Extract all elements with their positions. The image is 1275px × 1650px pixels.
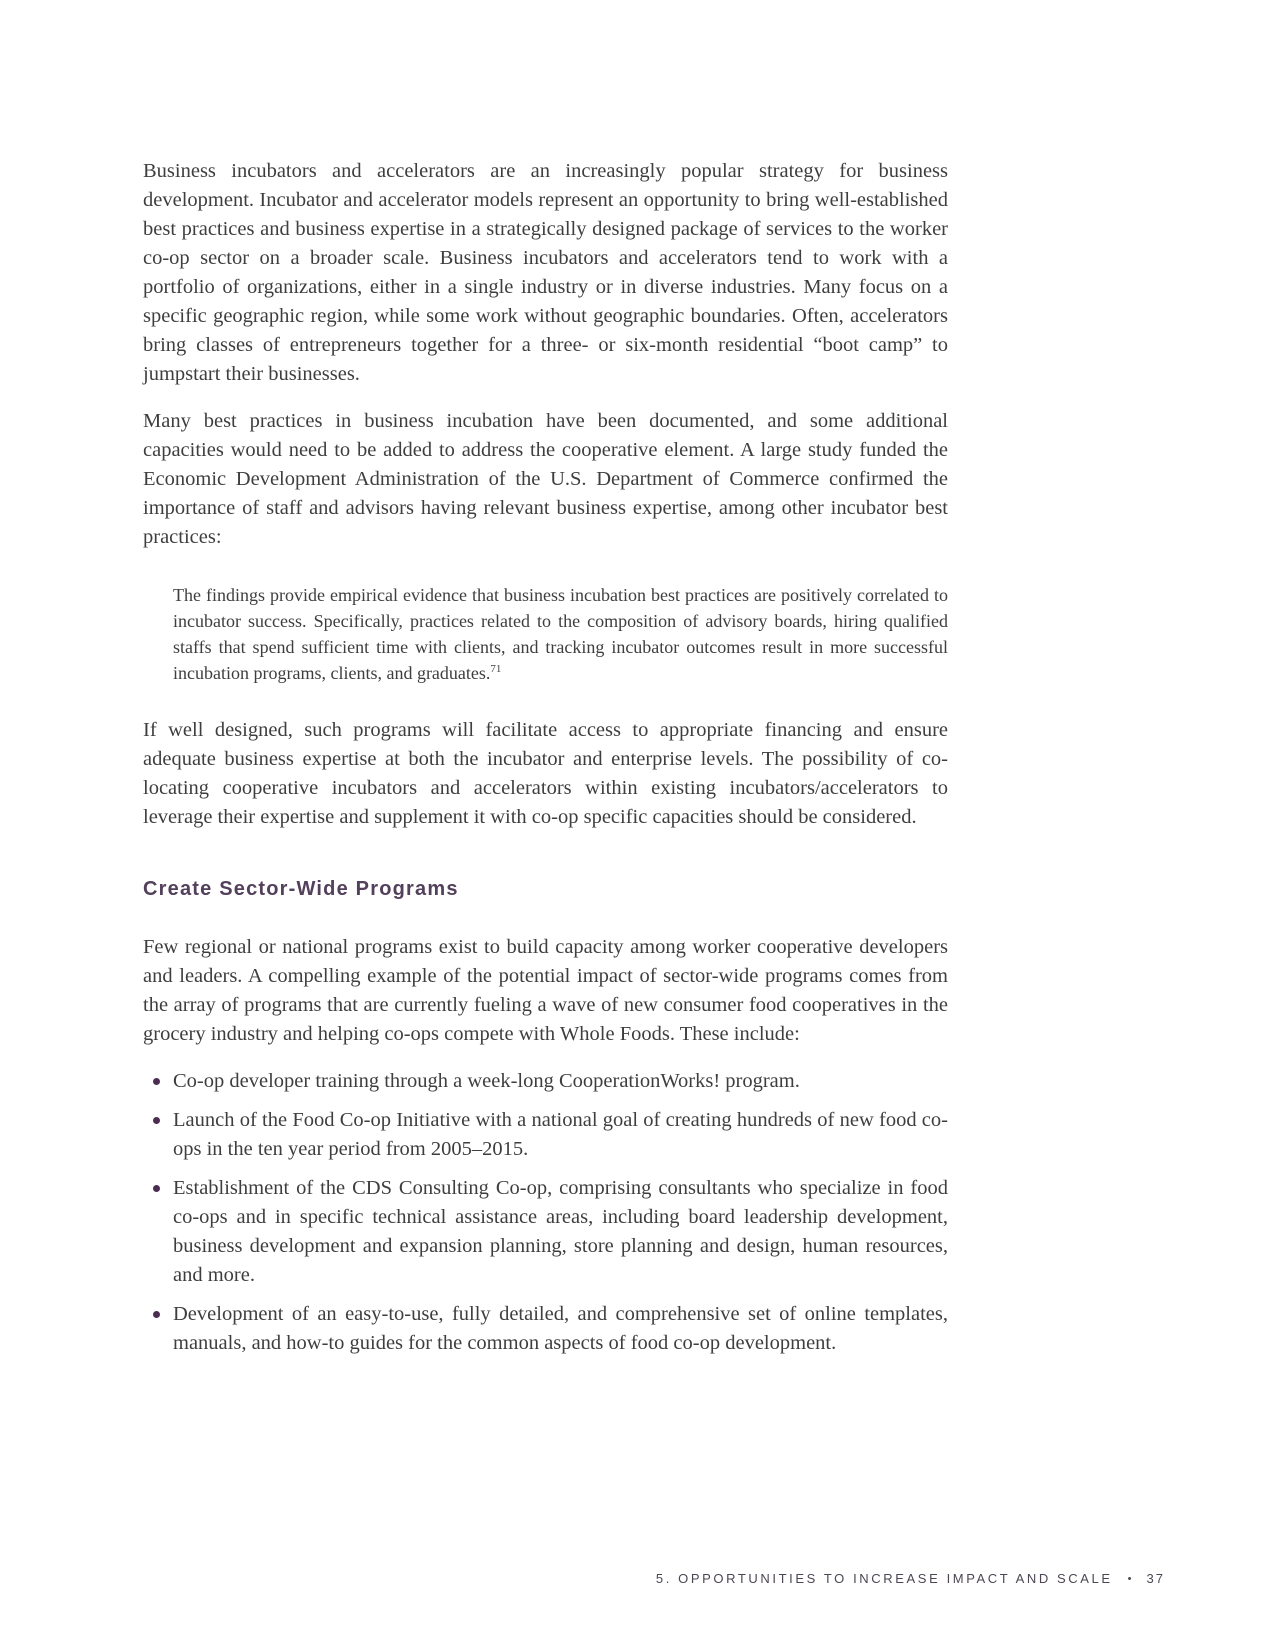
bullet-icon bbox=[153, 1185, 160, 1192]
bullet-icon bbox=[153, 1311, 160, 1318]
page-footer bbox=[656, 1571, 1165, 1586]
list-item-text: Development of an easy-to-use, fully detailed, and comprehensive set of online templates, manuals, and how-to guides for the common aspects of food co-op development. bbox=[173, 1303, 948, 1354]
footer-separator-dot: • bbox=[1127, 1572, 1132, 1585]
bullet-icon bbox=[153, 1078, 160, 1085]
body-paragraph-1: Business incubators and accelerators are an increasingly popular strategy for business development. Incubator and accelerator models represent an opportunity to bring well-established best practices and business expertise in a strategically designed package of services to the worker co-op sector on a broader scale. Business incubators and accelerators tend to work with a portfolio of organizations, either in a single industry or in diverse industries. Many focus on a specific geographic region, while some work without geographic boundaries. Often, accelerators bring classes of entrepreneurs together for a three- or six-month residential “boot camp” to jumpstart their businesses. bbox=[143, 160, 948, 385]
page-content bbox=[143, 157, 948, 1368]
bullet-list bbox=[143, 1067, 948, 1358]
body-paragraph-3: If well designed, such programs will facilitate access to appropriate financing and ensure adequate business expertise at both the incubator and enterprise levels. The possibility of co-locating cooperative incubators and accelerators within existing incubators/accelerators to leverage their expertise and supplement it with co-op specific capacities should be considered. bbox=[143, 719, 948, 828]
list-item bbox=[143, 1106, 948, 1164]
list-item bbox=[143, 1067, 948, 1096]
body-paragraph-4: Few regional or national programs exist to build capacity among worker cooperative developers and leaders. A compelling example of the potential impact of sector-wide programs comes from the array of programs that are currently fueling a wave of new consumer food cooperatives in the grocery industry and helping co-ops compete with Whole Foods. These include: bbox=[143, 936, 948, 1045]
footer-section-title: 5. OPPORTUNITIES TO INCREASE IMPACT AND SCALE bbox=[655, 1571, 1113, 1586]
body-paragraph-2: Many best practices in business incubation have been documented, and some additional capacities would need to be added to address the cooperative element. A large study funded the Economic Development Administration of the U.S. Department of Commerce confirmed the importance of staff and advisors having relevant business expertise, among other incubator best practices: bbox=[143, 410, 948, 548]
list-item bbox=[143, 1174, 948, 1290]
page-number: 37 bbox=[1146, 1571, 1165, 1586]
list-item-text: Co-op developer training through a week-long CooperationWorks! program. bbox=[173, 1070, 800, 1092]
blockquote bbox=[173, 582, 948, 686]
list-item-text: Launch of the Food Co-op Initiative with a national goal of creating hundreds of new food co-ops in the ten year period from 2005–2015. bbox=[173, 1109, 948, 1160]
list-item-text: Establishment of the CDS Consulting Co-op, comprising consultants who specialize in food co-ops and in specific technical assistance areas, including board leadership development, business development and expansion planning, store planning and design, human resources, and more. bbox=[173, 1177, 948, 1286]
section-heading: Create Sector-Wide Programs bbox=[143, 878, 459, 900]
footnote-reference: 71 bbox=[490, 663, 502, 675]
bullet-icon bbox=[153, 1117, 160, 1124]
blockquote-text: The findings provide empirical evidence that business incubation best practices are positively correlated to incubator success. Specifically, practices related to the composition of advisory boards, hiring qualified staffs that spend sufficient time with clients, and tracking incubator outcomes result in more successful incubation programs, clients, and graduates. bbox=[173, 585, 948, 683]
list-item bbox=[143, 1300, 948, 1358]
